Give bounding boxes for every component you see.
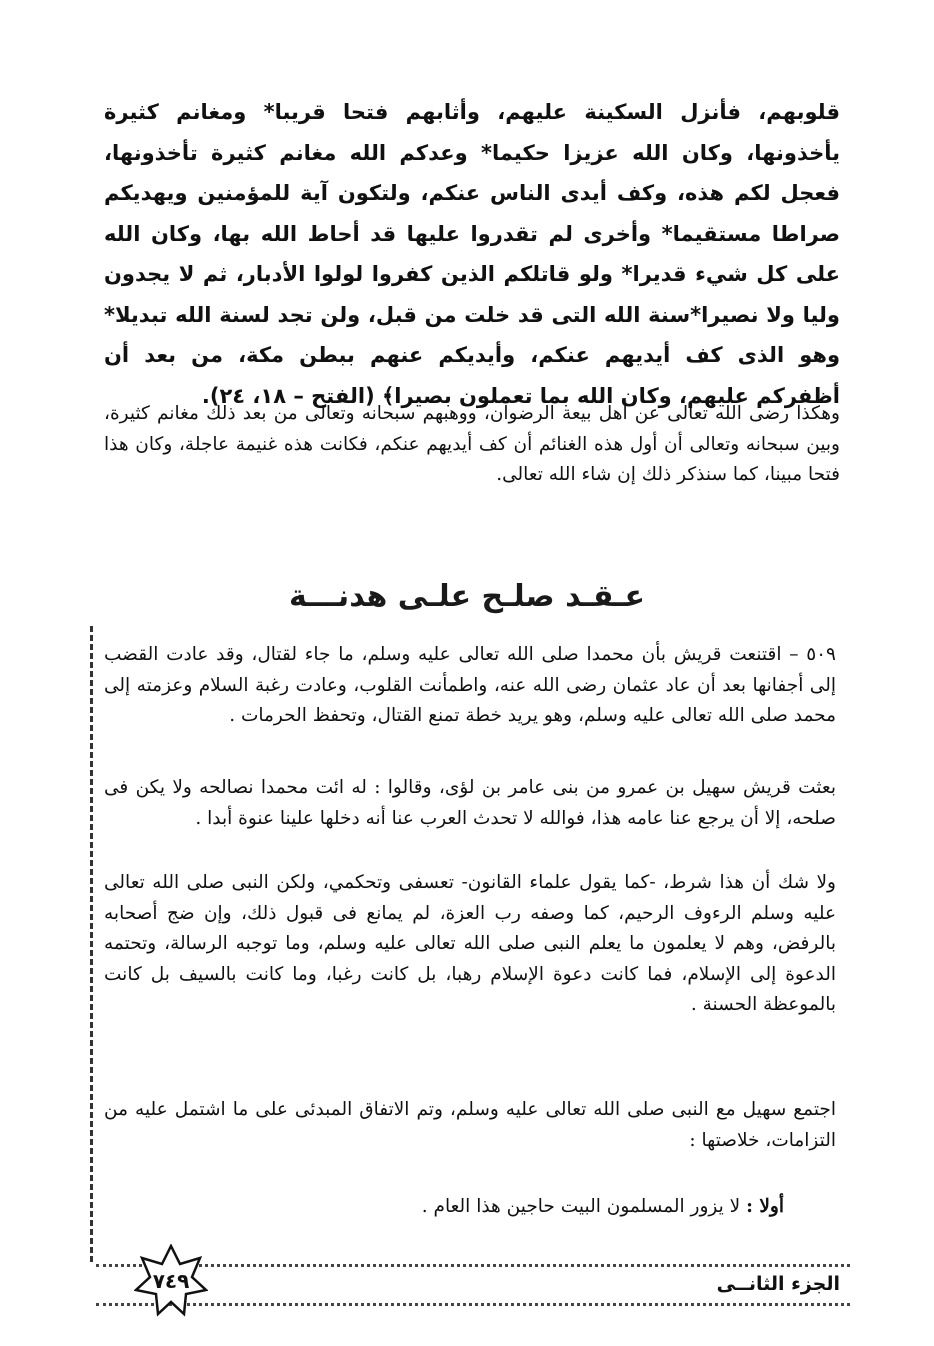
page-number: ٧٤٩ [152,1269,190,1293]
paragraph-agreement: اجتمع سهيل مع النبى صلى الله تعالى عليه وسلم، وتم الاتفاق المبدئى على ما اشتمل عليه من التزامات، خلاصتها : [104,1099,836,1151]
section-side-border [90,626,99,1262]
quran-verse-block: قلوبهم، فأنزل السكينة عليهم، وأثابهم فتحا قريبا* ومغانم كثيرة يأخذونها، وكان الله عزيزا حكيما* وعدكم الله مغانم كثيرة تأخذونها، فعجل لكم هذه، وكف أيدى الناس عنكم، ولتكون آية للمؤمنين ويهديكم صراطا مستقيما* وأخرى لم تقدروا عليها قد أحاط الله بها، وكان الله على كل شيء قديرا* ولو قاتلكم الذين كفروا لولوا الأدبار، ثم لا يجدون وليا ولا نصيرا*سنة الله التى قد خلت من قبل، ولن تجد لسنة الله تبديلا* وهو الذى كف أيديهم عنكم، وأيديكم عنهم ببطن مكة، من بعد أن أظفركم عليهم، وكان الله بما تعملون بصيرا﴾ (الفتح – ١٨، ٢٤). [104,100,840,408]
footer-bottom-rule [96,1303,850,1306]
intro-paragraph: وهكذا رضى الله تعالى عن أهل بيعة الرضوان، ووهبهم سبحانه وتعالى من بعد ذلك مغانم كثيرة، وبين سبحانه وتعالى أن أول هذه الغنائم أن كف أيديهم عنكم، فكانت هذه غنيمة عاجلة، وكان هذا فتحا مبينا، كما سنذكر ذلك إن شاء الله تعالى. [104,403,840,485]
first-clause [104,1192,784,1223]
paragraph-condition: ولا شك أن هذا شرط، -كما يقول علماء القانون- تعسفى وتحكمي، ولكن النبى صلى الله تعالى عليه وسلم الرءوف الرحيم، كما وصفه رب العزة، لم يمانع فى قبول ذلك، وإن ضج أصحابه بالرفض، وهم لا يعلمون ما يعلم النبى صلى الله تعالى عليه وسلم، وما توجبه الرسالة، وتحتمه الدعوة إلى الإسلام، فما كانت دعوة الإسلام رهبا، بل كانت رغبا، وما كانت بالسيف بل كانت بالموعظة الحسنة . [104,872,836,1015]
paragraph-quraysh-envoy: بعثت قريش سهيل بن عمرو من بنى عامر بن لؤى، وقالوا : له ائت محمدا نصالحه ولا يكن فى صلحه، إلا أن يرجع عنا عامه هذا، فوالله لا تحدث العرب عنا أنه دخلها علينا عنوة أبدا . [104,777,836,829]
section-heading: عـقـد صلـح علـى هدنـــة [288,579,646,614]
first-clause-text: لا يزور المسلمون البيت حاجين هذا العام . [421,1196,747,1217]
part-label: الجزء الثانــى [716,1273,840,1295]
paragraph-509: ٥٠٩ – اقتنعت قريش بأن محمدا صلى الله تعالى عليه وسلم، ما جاء لقتال، وقد عادت القضب إلى أجفانها بعد أن عاد عثمان رضى الله عنه، واطمأنت القلوب، وعادت رغبة السلام وعزمته إلى محمد صلى الله تعالى عليه وسلم، وهو يريد خطة تمنع القتال، وتحفظ الحرمات . [104,644,836,726]
first-clause-label: أولا : [746,1196,784,1217]
